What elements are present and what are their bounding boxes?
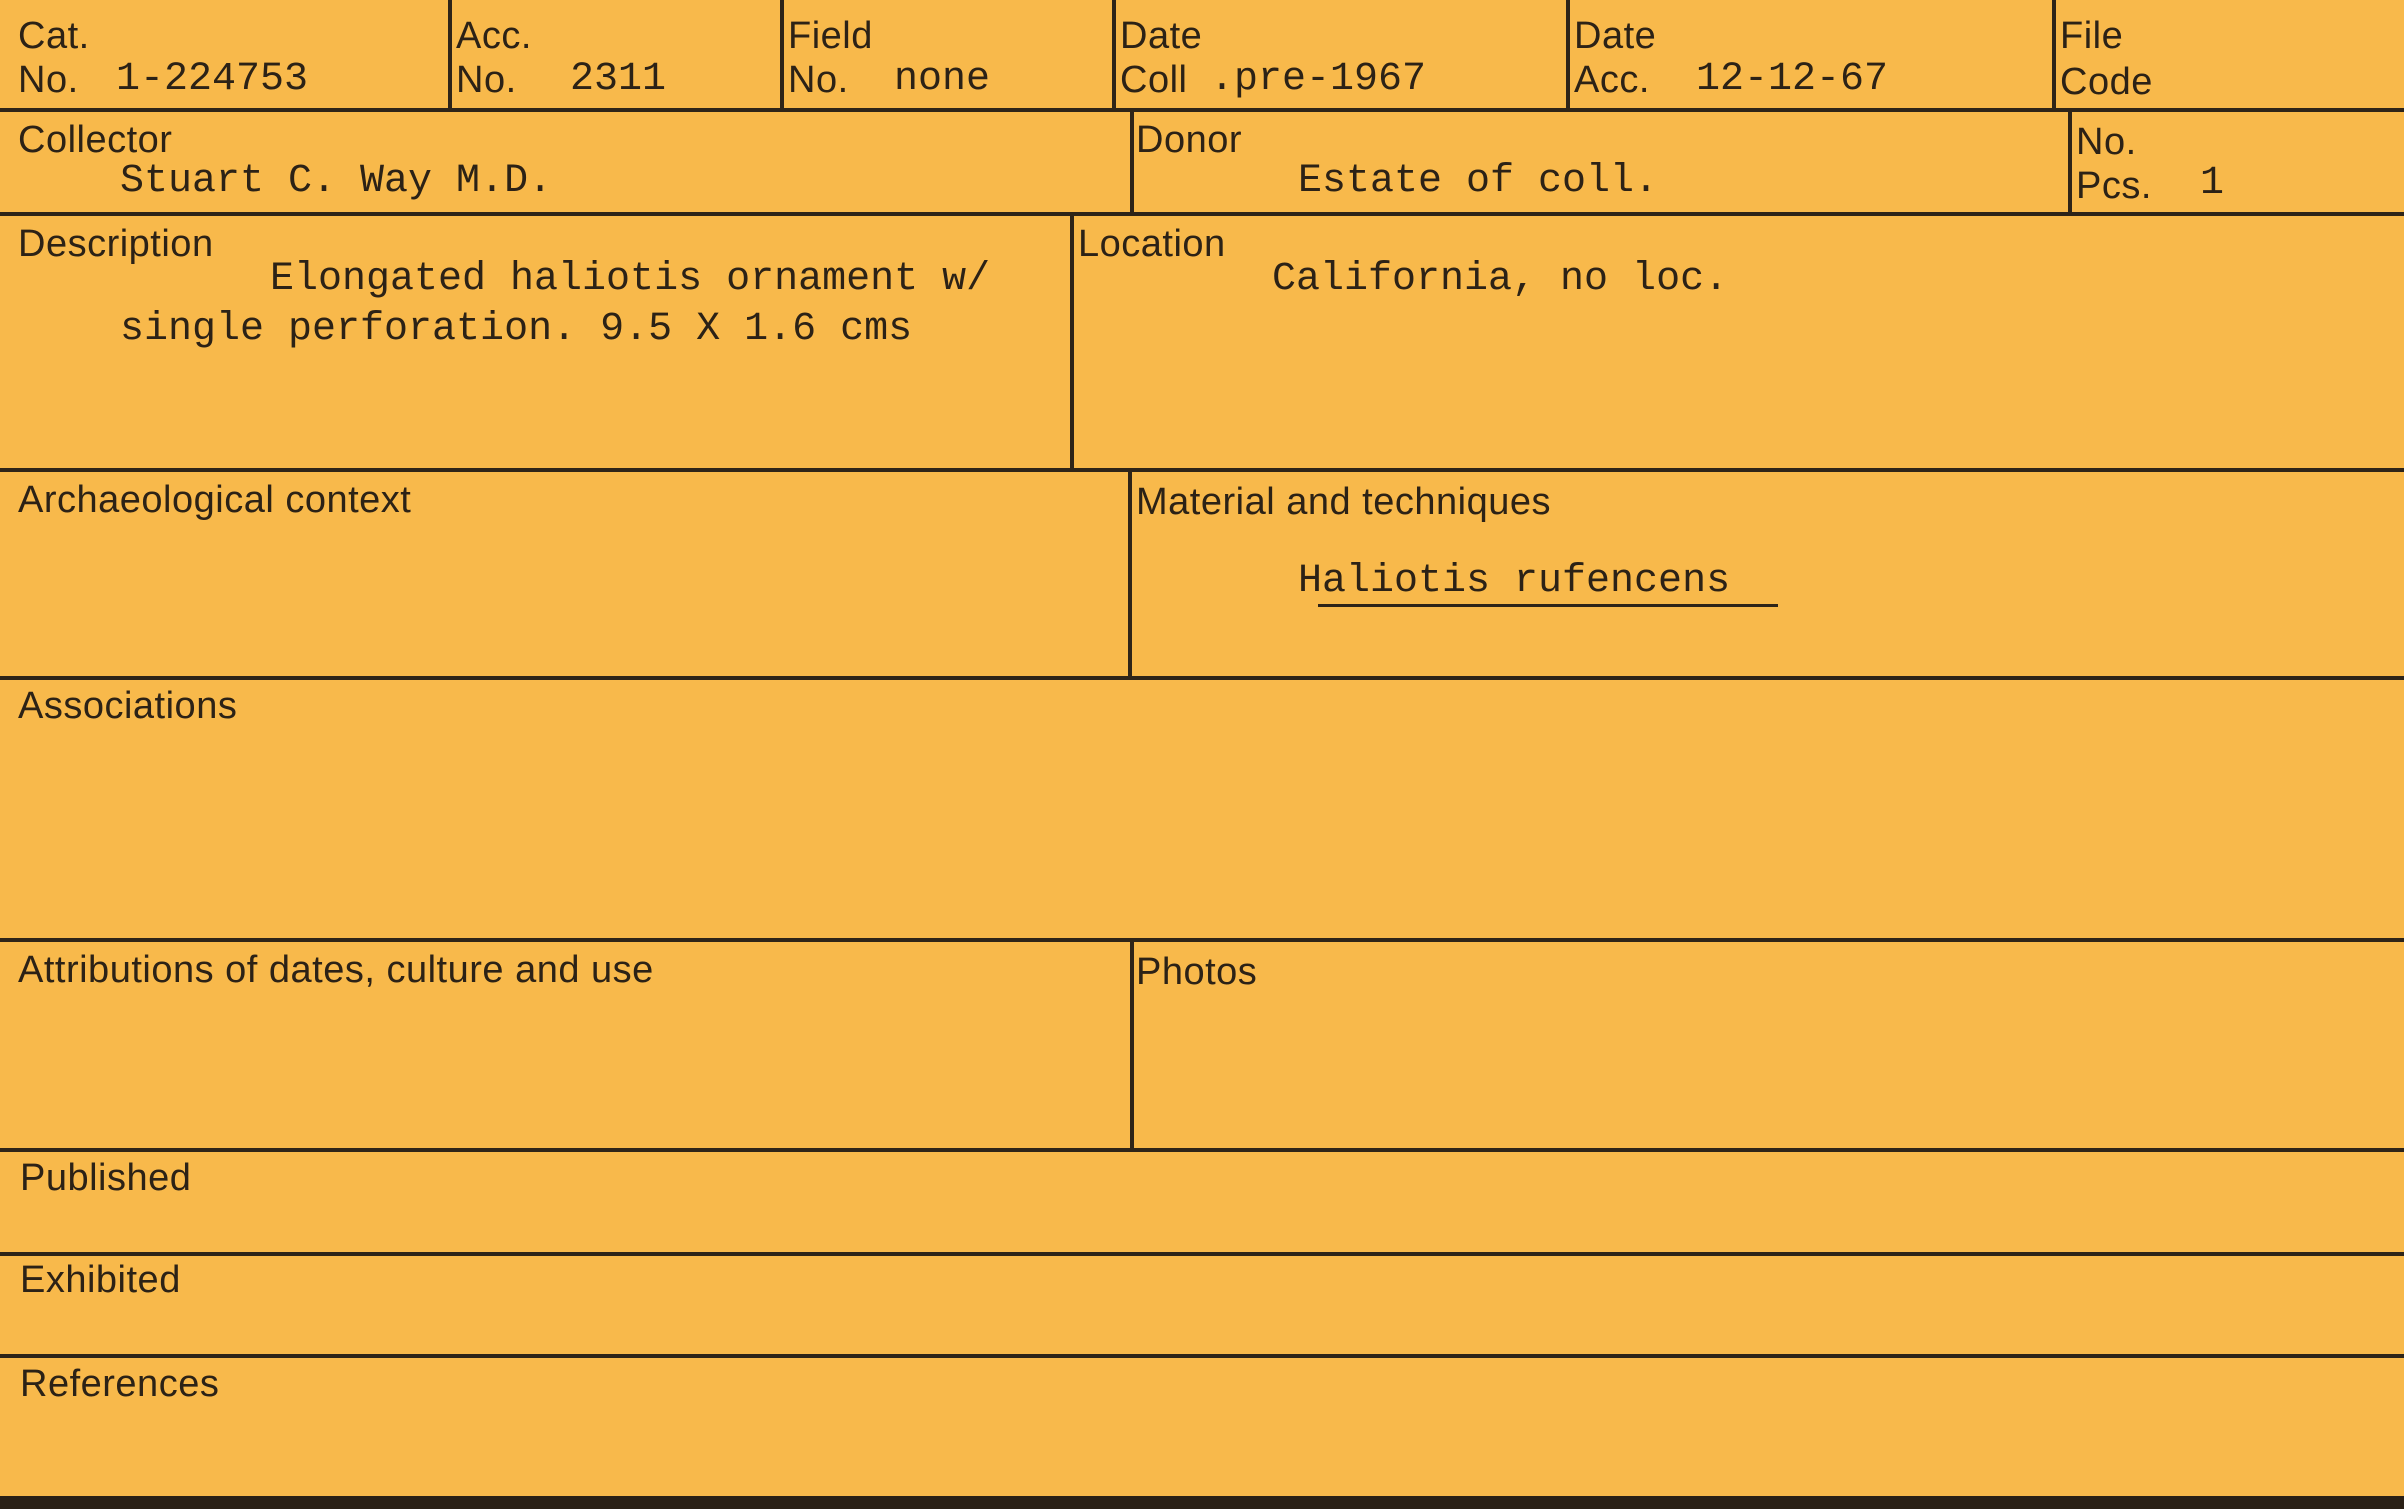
collector-value: Stuart C. Way M.D. — [120, 159, 553, 204]
location-label: Location — [1078, 223, 1226, 265]
attributions-label: Attributions of dates, culture and use — [18, 949, 654, 991]
date-coll-sub-label: Coll — [1120, 59, 1188, 101]
cat-no-label: No. — [18, 59, 79, 101]
rule-associations-bottom — [0, 938, 2404, 942]
associations-label: Associations — [18, 685, 238, 727]
pieces-no-label: No. — [2076, 121, 2137, 163]
rule-v-context-material — [1128, 470, 1132, 678]
photos-label: Photos — [1136, 951, 1258, 993]
rule-collector-bottom — [0, 212, 2404, 216]
rule-v-attributions-photos — [1130, 940, 1134, 1150]
rule-v-donor-pieces — [2068, 110, 2072, 214]
date-acc-value: 12-12-67 — [1696, 57, 1889, 102]
description-line-1: Elongated haliotis ornament w/ — [270, 257, 991, 302]
material-underline — [1318, 604, 1778, 607]
acc-number-value: 2311 — [570, 57, 667, 102]
field-number-value: none — [894, 57, 991, 102]
published-label: Published — [20, 1157, 192, 1199]
acc-label: Acc. — [456, 15, 532, 57]
pieces-pcs-label: Pcs. — [2076, 165, 2152, 207]
rule-description-bottom — [0, 468, 2404, 472]
rule-v-description-location — [1070, 214, 1074, 470]
cat-label: Cat. — [18, 15, 90, 57]
donor-label: Donor — [1136, 119, 1242, 161]
field-label: Field — [788, 15, 873, 57]
card-bottom-edge — [0, 1496, 2404, 1509]
rule-attributions-bottom — [0, 1148, 2404, 1152]
exhibited-label: Exhibited — [20, 1259, 181, 1301]
rule-published-bottom — [0, 1252, 2404, 1256]
material-label: Material and techniques — [1136, 481, 1551, 523]
rule-v-acc-field — [780, 0, 784, 110]
rule-v-collector-donor — [1130, 110, 1134, 214]
rule-header-bottom — [0, 108, 2404, 112]
field-no-label: No. — [788, 59, 849, 101]
description-label: Description — [18, 223, 214, 265]
file-label: File — [2060, 15, 2124, 57]
file-code-label: Code — [2060, 61, 2153, 103]
description-line-2: single perforation. 9.5 X 1.6 cms — [120, 307, 913, 352]
date-coll-label: Date — [1120, 15, 1203, 57]
rule-v-cat-acc — [448, 0, 452, 110]
donor-value: Estate of coll. — [1298, 159, 1659, 204]
rule-v-dateacc-file — [2052, 0, 2056, 110]
location-value: California, no loc. — [1272, 257, 1729, 302]
cat-number-value: 1-224753 — [116, 57, 309, 102]
rule-context-bottom — [0, 676, 2404, 680]
date-coll-value: .pre-1967 — [1210, 57, 1427, 102]
rule-v-datecoll-dateacc — [1566, 0, 1570, 110]
rule-v-field-datecoll — [1112, 0, 1116, 110]
material-value: Haliotis rufencens — [1298, 559, 1731, 604]
acc-no-label: No. — [456, 59, 517, 101]
date-acc-label: Date — [1574, 15, 1657, 57]
rule-exhibited-bottom — [0, 1354, 2404, 1358]
collector-label: Collector — [18, 119, 173, 161]
date-acc-sub-label: Acc. — [1574, 59, 1650, 101]
references-label: References — [20, 1363, 220, 1405]
archaeological-context-label: Archaeological context — [18, 479, 412, 521]
pieces-value: 1 — [2200, 161, 2225, 206]
